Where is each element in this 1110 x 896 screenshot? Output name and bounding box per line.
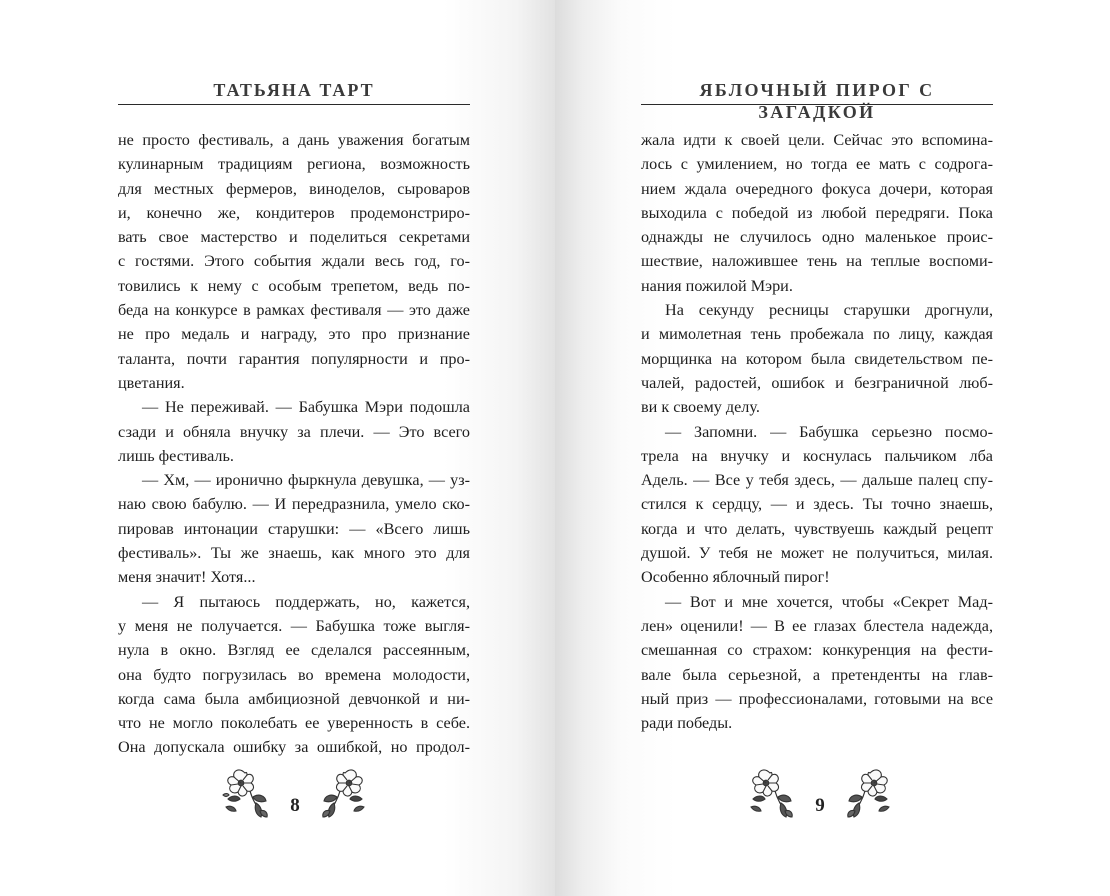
text-line: На секунду ресницы старушки дрогнули, [665,301,993,320]
text-line: нием ждала очередного фокуса дочери, которая [641,179,993,198]
text-line: — Хм, — иронично фыркнула девушка, — уз- [142,471,470,490]
page-number: 9 [815,795,825,816]
text-line: наю свою бабулю. — И передразнила, умело ско- [118,495,470,514]
text-line: не про медаль и награду, это про признание [118,325,470,344]
text-line: когда сама была амбициозной девчонкой и ни- [118,689,470,708]
text-line: вале была серьезной, а претенденты на глав- [641,665,993,684]
text-line: Особенно яблочный пирог! [641,568,830,587]
text-line: она будто погрузилась во времена молодости, [118,665,470,684]
text-line: кулинарным традициям региона, возможность [118,155,470,174]
text-line: нула в окно. Взгляд ее сделался рассеянным, [118,641,470,660]
text-line: вать свое мастерство и поделиться секретами [118,228,470,247]
text-line: лось с умилением, но тогда ее мать с содрога- [641,155,993,174]
running-head-title: ЯБЛОЧНЫЙ ПИРОГ С ЗАГАДКОЙ [699,80,935,122]
text-line: когда и что делать, чувствуешь каждый рецепт [641,519,993,538]
text-line: морщинка на котором была свидетельством пе- [641,349,993,368]
text-line: фестиваль». Ты же знаешь, как много это для [118,544,470,563]
text-line: ный приз — профессионалами, готовыми на все [641,689,993,708]
text-line: Она допускала ошибку за ошибкой, но продол- [118,738,470,757]
text-line: не просто фестиваль, а дань уважения богатым [118,131,470,149]
text-line: нания пожилой Мэри. [641,276,793,295]
text-line: сзади и обняла внучку за плечи. — Это всего [118,422,470,441]
text-line: — Запомни. — Бабушка серьезно посмо- [665,422,993,441]
text-line: шествие, наложившее тень на теплые воспоми- [641,252,993,271]
flower-sprig-icon [745,765,795,823]
text-line: у меня не получается. — Бабушка тоже выгля- [118,616,470,635]
text-line: чалей, радостей, ошибок и безграничной люб- [641,373,993,392]
text-line: — Вот и мне хочется, чтобы «Секрет Мад- [665,592,993,611]
left-page-folio [220,765,370,825]
text-line: ви к своему делу. [641,398,760,417]
right-page [555,0,1110,896]
text-line: что не могло поколебать ее уверенность в себе. [118,714,470,733]
text-line: — Я пытаюсь поддержать, но, кажется, [142,592,470,611]
text-line: жала идти к своей цели. Сейчас это вспомина- [641,131,993,149]
text-line: стился к сердцу, — и здесь. Ты точно знаешь, [641,495,993,514]
running-head-author: ТАТЬЯНА ТАРТ [213,80,375,100]
page-number: 8 [290,795,300,816]
text-line: выходила с победой из любой передряги. Пока [641,203,993,222]
text-line: с гостями. Этого события ждали весь год, го- [118,252,470,271]
text-line: лишь фестиваль. [118,446,234,465]
text-line: пировав интонации старушки: — «Всего лишь [118,519,470,538]
flower-sprig-icon [845,765,895,823]
flower-sprig-icon [220,765,270,823]
text-line: ради победы. [641,714,733,733]
left-page-body-text [118,128,470,760]
text-line: однажды не случилось одно маленькое проис- [641,228,993,247]
text-line: смешанная со страхом: конкуренция на фести- [641,641,993,660]
text-line: и, конечно же, кондитеров продемонстриро- [118,203,470,222]
text-line: лен» оценили! — В ее глазах блестела надежда, [641,616,993,635]
text-line: цветания. [118,373,185,392]
text-line: для местных фермеров, виноделов, сыроваров [118,179,470,198]
text-line: трела на внучку и коснулась пальчиком лба [641,446,993,465]
text-line: товились к нему с особым трепетом, ведь по- [118,276,470,295]
text-line: таланта, почти гарантия популярности и про- [118,349,470,368]
text-line: душой. У тебя не может не получиться, милая. [641,544,993,563]
flower-sprig-icon [320,765,370,823]
text-line: — Не переживай. — Бабушка Мэри подошла [142,398,470,417]
header-rule [641,104,993,105]
right-page-folio [745,765,895,825]
text-line: Адель. — Все у тебя здесь, — дальше палец спу- [641,471,993,490]
text-line: меня значит! Хотя... [118,568,256,587]
text-line: и мимолетная тень пробежала по лицу, каждая [641,325,993,344]
header-rule [118,104,470,105]
right-page-body-text [641,128,993,735]
text-line: беда на конкурсе в рамках фестиваля — это даже [118,301,470,320]
